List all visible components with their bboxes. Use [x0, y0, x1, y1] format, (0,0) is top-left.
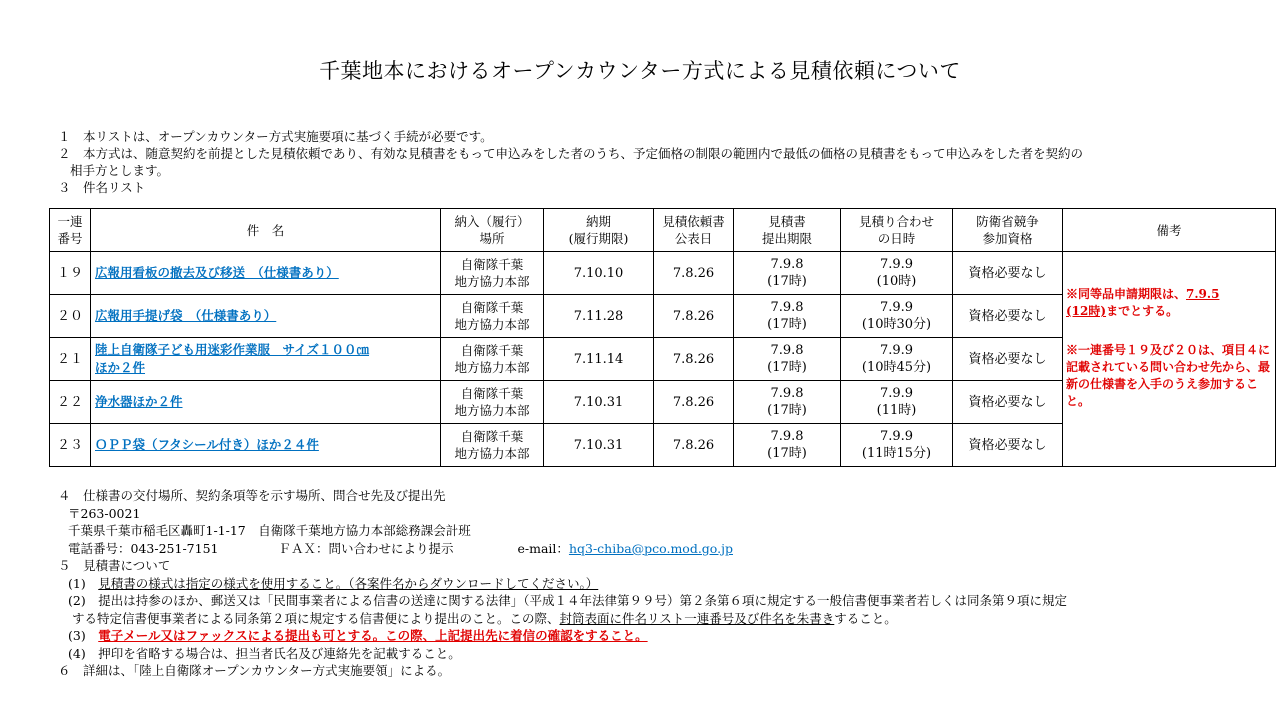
item-name-link[interactable]: 広報用手提げ袋 （仕様書あり） — [95, 308, 277, 323]
note-1: ※同等品申請期限は、7.9.5 (12時)までとする。 — [1066, 287, 1220, 318]
section-5-item-1: (1) 見積書の様式は指定の様式を使用すること。（各案件名からダウンロードしてください。） — [68, 575, 599, 591]
note-2: ※一連番号１９及び２０は、項目４に記載されている問い合わせ先から、最新の仕様書を入手のうえ参加すること。 — [1066, 343, 1271, 408]
row-place: 自衛隊千葉 地方協力本部 — [441, 338, 544, 381]
email-label: e-mail： — [517, 540, 569, 556]
row-place: 自衛隊千葉 地方協力本部 — [441, 381, 544, 424]
row-meeting-date: 7.9.9 (11時15分) — [841, 424, 953, 467]
intro-section — [58, 128, 1258, 196]
row-deadline: 7.10.31 — [544, 381, 654, 424]
intro-line-2-cont: 相手方とします。 — [70, 163, 170, 178]
table-header-row — [50, 209, 1276, 252]
row-number: １９ — [50, 252, 91, 295]
row-deadline: 7.11.14 — [544, 338, 654, 381]
item-name-link[interactable]: ＯＰＰ袋（フタシール付き）ほか２４件 — [95, 437, 319, 452]
item-list-table — [49, 208, 1276, 467]
row-qualification: 資格必要なし — [953, 381, 1063, 424]
postal-code: 〒263-0021 — [68, 505, 141, 521]
row-qualification: 資格必要なし — [953, 295, 1063, 338]
item-name-link[interactable]: 広報用看板の撤去及び移送 （仕様書あり） — [95, 265, 339, 280]
email-link[interactable]: hq3-chiba@pco.mod.go.jp — [568, 540, 733, 556]
header-publish-date: 見積依頼書 公表日 — [654, 209, 734, 252]
row-submit-deadline: 7.9.8 (17時) — [734, 381, 841, 424]
section-6: ６ 詳細は、「陸上自衛隊オープンカウンター方式実施要領」による。 — [58, 663, 451, 678]
intro-line-3: ３ 件名リスト — [58, 180, 146, 195]
row-publish-date: 7.8.26 — [654, 381, 734, 424]
notes-cell — [1063, 252, 1276, 467]
row-deadline: 7.11.28 — [544, 295, 654, 338]
section-5-item-4: (4) 押印を省略する場合は、担当者氏名及び連絡先を記載すること。 — [68, 645, 461, 661]
details-section — [58, 487, 1278, 680]
header-notes: 備考 — [1063, 209, 1276, 252]
item-name-link[interactable]: 陸上自衛隊子ども用迷彩作業服 サイズ１００㎝ ほか２件 — [95, 342, 370, 375]
header-deadline: 納期 (履行期限) — [544, 209, 654, 252]
row-meeting-date: 7.9.9 (10時45分) — [841, 338, 953, 381]
section-5-item-2: (2) 提出は持参のほか、郵送又は「民間事業者による信書の送達に関する法律」（平成１４年法律第９９号）第２条第６項に規定する一般信書便事業者若しくは同条第９項に規定 — [68, 593, 1067, 608]
header-submit-deadline: 見積書 提出期限 — [734, 209, 841, 252]
intro-line-2: ２ 本方式は、随意契約を前提とした見積依頼であり、有効な見積書をもって申込みをした者のうち、予定価格の制限の範囲内で最低の価格の見積書をもって申込みをした者を契約の — [58, 146, 1084, 161]
header-meeting-date: 見積り合わせ の日時 — [841, 209, 953, 252]
page-title: 千葉地本におけるオープンカウンター方式による見積依頼について — [319, 59, 961, 83]
row-meeting-date: 7.9.9 (11時) — [841, 381, 953, 424]
section-5-item-3: (3) 電子メール又はファックスによる提出も可とする。この際、上記提出先に着信の確認をすること。 — [68, 628, 648, 643]
row-publish-date: 7.8.26 — [654, 295, 734, 338]
row-submit-deadline: 7.9.8 (17時) — [734, 424, 841, 467]
row-number: ２０ — [50, 295, 91, 338]
header-number: 一連 番号 — [50, 209, 91, 252]
row-submit-deadline: 7.9.8 (17時) — [734, 295, 841, 338]
row-deadline: 7.10.31 — [544, 424, 654, 467]
row-qualification: 資格必要なし — [953, 252, 1063, 295]
row-qualification: 資格必要なし — [953, 338, 1063, 381]
row-number: ２２ — [50, 381, 91, 424]
row-submit-deadline: 7.9.8 (17時) — [734, 338, 841, 381]
row-submit-deadline: 7.9.8 (17時) — [734, 252, 841, 295]
row-meeting-date: 7.9.9 (10時30分) — [841, 295, 953, 338]
row-publish-date: 7.8.26 — [654, 338, 734, 381]
intro-line-1: １ 本リストは、オープンカウンター方式実施要項に基づく手続が必要です。 — [58, 129, 493, 144]
fax-info: ＦＡＸ：問い合わせにより提示 — [278, 540, 454, 556]
header-qualification: 防衛省競争 参加資格 — [953, 209, 1063, 252]
row-place: 自衛隊千葉 地方協力本部 — [441, 424, 544, 467]
row-publish-date: 7.8.26 — [654, 252, 734, 295]
row-number: ２３ — [50, 424, 91, 467]
row-qualification: 資格必要なし — [953, 424, 1063, 467]
address: 千葉県千葉市稲毛区轟町1-1-17 自衛隊千葉地方協力本部総務課会計班 — [68, 523, 471, 538]
section-4-heading: ４ 仕様書の交付場所、契約条項等を示す場所、問合せ先及び提出先 — [58, 488, 446, 503]
section-5-heading: ５ 見積書について — [58, 558, 171, 573]
item-name-link[interactable]: 浄水器ほか２件 — [95, 394, 183, 409]
row-publish-date: 7.8.26 — [654, 424, 734, 467]
row-place: 自衛隊千葉 地方協力本部 — [441, 295, 544, 338]
row-deadline: 7.10.10 — [544, 252, 654, 295]
row-number: ２１ — [50, 338, 91, 381]
row-place: 自衛隊千葉 地方協力本部 — [441, 252, 544, 295]
section-5-item-2-cont: する特定信書便事業者による同条第２項に規定する信書便により提出のこと。この際、封筒表面に件名リスト一連番号及び件名を朱書きすること。 — [72, 610, 897, 626]
phone-number: 電話番号：043-251-7151 — [68, 540, 219, 556]
header-name: 件 名 — [91, 209, 441, 252]
table-row — [50, 252, 1276, 295]
contact-line — [58, 540, 1278, 558]
row-meeting-date: 7.9.9 (10時) — [841, 252, 953, 295]
header-place: 納入（履行） 場所 — [441, 209, 544, 252]
